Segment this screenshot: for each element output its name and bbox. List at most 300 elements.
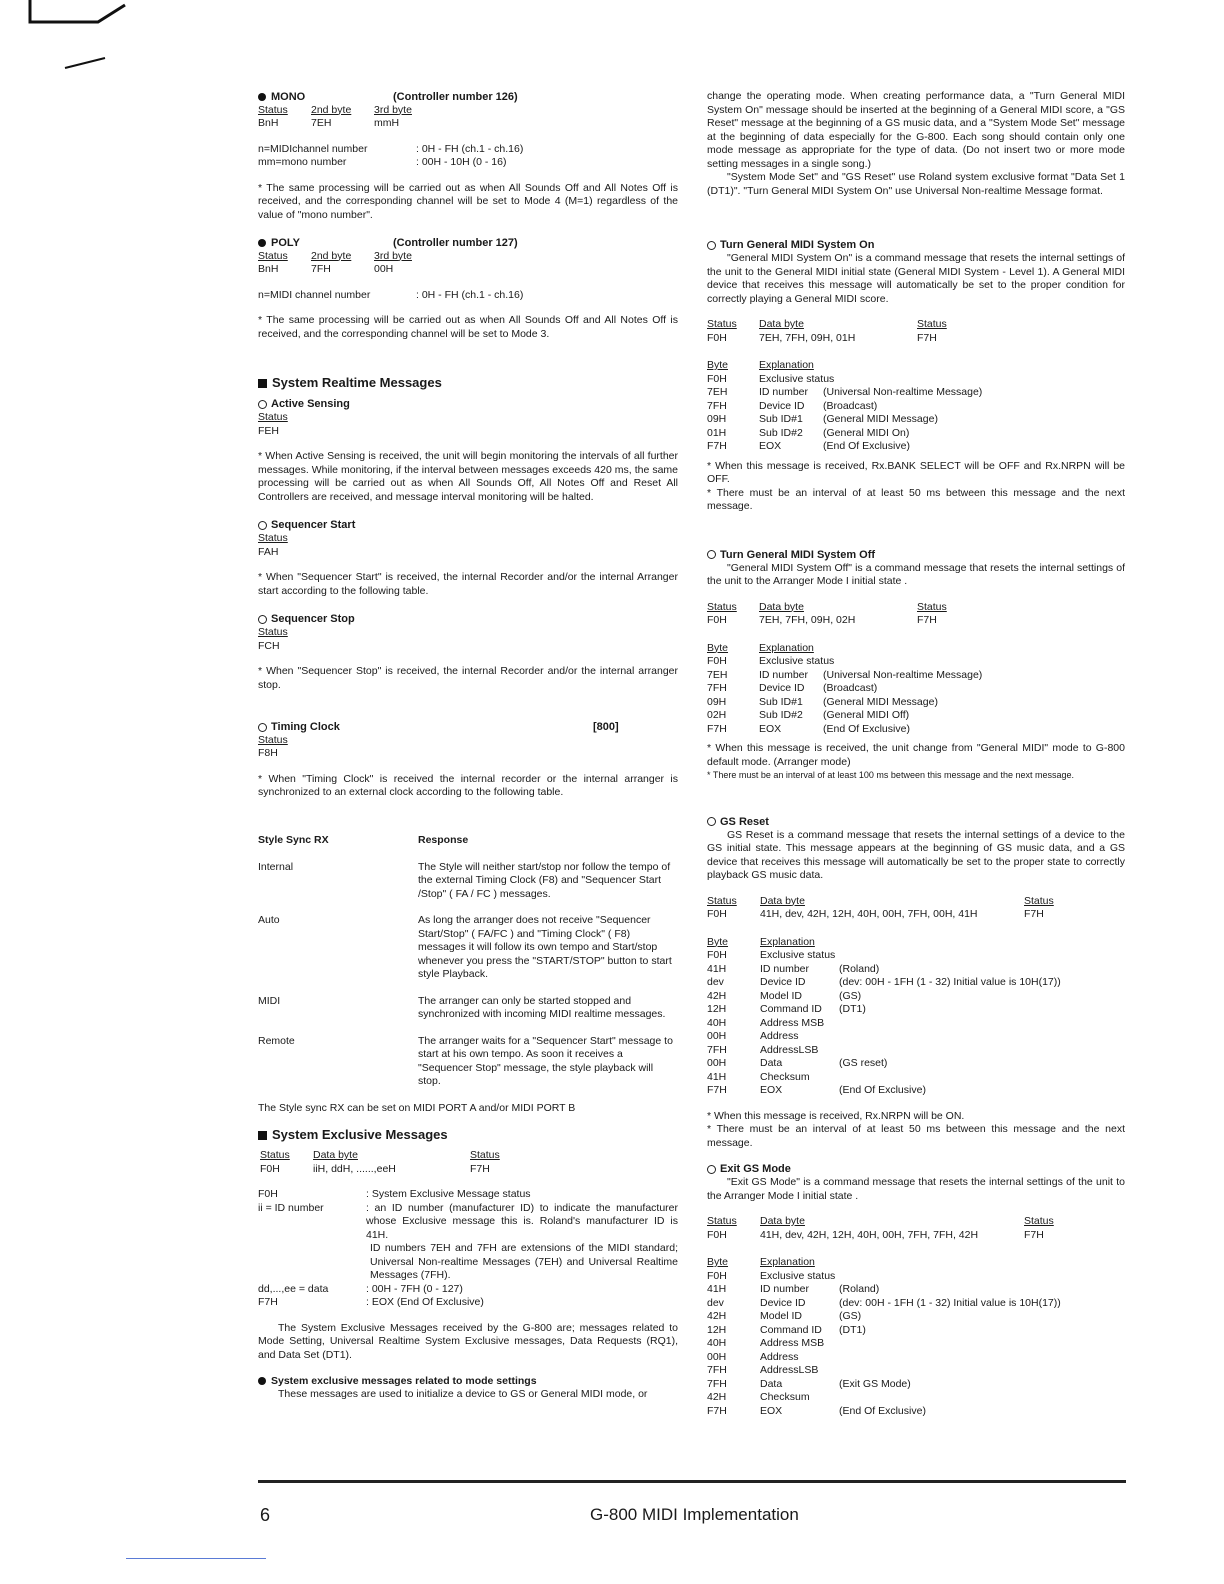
def-row: [258, 1188, 678, 1202]
byte-header: Byte: [707, 641, 729, 654]
bullet-icon: [258, 1377, 266, 1385]
gs-reset-note-2: * There must be an interval of at least 50 ms between this message and the next message.: [707, 1123, 1125, 1149]
byte-cell: F0H: [707, 1269, 727, 1282]
explanation-header: Explanation: [759, 641, 814, 654]
exit-gs-values-row: [707, 1229, 1125, 1243]
note-cell: (General MIDI Message): [823, 413, 938, 425]
bottom-underline-mark: [126, 1558, 266, 1559]
explanation-cell: Device ID: [759, 399, 805, 412]
explanation-header: Explanation: [759, 359, 814, 371]
seq-stop-title: Sequencer Stop: [271, 613, 355, 625]
sync-mode: Remote: [258, 1034, 295, 1047]
table-row: [707, 373, 1125, 387]
gm-on-heading: [707, 238, 1125, 252]
mono-header-row: [258, 104, 678, 118]
table-row: [707, 1003, 1125, 1017]
gs-reset-status-value: F0H: [707, 908, 727, 920]
gm-off-explanation-table: [707, 655, 1125, 736]
mono-3rd-value: mmH: [374, 117, 400, 129]
gm-off-exp-header: [707, 642, 1125, 656]
active-sensing-status: FEH: [258, 424, 279, 437]
timing-clock-note: * When "Timing Clock" is received the internal recorder or the internal arranger is synchronized to an external clock according to the following table.: [258, 772, 678, 798]
def-value: ID numbers 7EH and 7FH are extensions of the MIDI standard; Universal Non-realtime Messages (7EH) and Universal Realtime Messages (7FH).: [370, 1242, 678, 1281]
byte-cell: 42H: [707, 989, 727, 1002]
def-value: : 0H - FH (ch.1 - ch.16): [416, 288, 524, 301]
byte-cell: 12H: [707, 1003, 727, 1015]
exit-gs-end-value: F7H: [1024, 1228, 1044, 1241]
table-row: [707, 440, 1125, 454]
byte-cell: 40H: [707, 1337, 727, 1349]
byte-cell: 00H: [707, 1030, 727, 1042]
explanation-cell: Sub ID#1: [759, 695, 803, 708]
table-row: [707, 1044, 1125, 1058]
explanation-cell: EOX: [760, 1084, 783, 1096]
circle-bullet-icon: [258, 521, 267, 530]
gm-on-title: Turn General MIDI System On: [720, 239, 875, 251]
gm-off-title: Turn General MIDI System Off: [720, 548, 876, 561]
gm-on-note-2: * There must be an interval of at least 50 ms between this message and the next message.: [707, 486, 1125, 512]
gm-on-data-value: 7EH, 7FH, 09H, 01H: [759, 331, 856, 344]
byte-cell: 00H: [707, 1057, 727, 1069]
explanation-cell: Exclusive status: [759, 372, 835, 385]
byte-cell: 7FH: [707, 1377, 727, 1390]
byte-cell: 02H: [707, 709, 727, 721]
table-row: [707, 400, 1125, 414]
note-cell: (Universal Non-realtime Message): [823, 668, 983, 681]
timing-clock-title: Timing Clock: [271, 721, 340, 733]
bullet-icon: [258, 239, 266, 247]
table-row: [707, 1283, 1125, 1297]
gm-off-end-value: F7H: [917, 614, 937, 626]
sync-mode: MIDI: [258, 994, 281, 1007]
intro-paragraph: change the operating mode. When creating performance data, a "Turn General MIDI System On" message should be inserted at the beginning of a General MIDI score, a "GS Reset" message at the beginning of a GS music data, and a "System Mode Set" message at the beginning of data especially for the G-800. Each song should contain only one mode message as appropriate for the type of data. (Do not insert two or more mode setting messages in a single song.): [707, 90, 1125, 170]
third-byte-header: 3rd byte: [374, 249, 412, 262]
left-column: [258, 90, 678, 1402]
timing-clock-status: F8H: [258, 747, 278, 759]
def-row: [258, 1283, 678, 1297]
circle-bullet-icon: [707, 241, 716, 250]
poly-2nd-value: 7FH: [311, 263, 331, 275]
gs-reset-exp-header: [707, 936, 1125, 950]
table-row: [707, 655, 1125, 669]
byte-cell: dev: [707, 1296, 724, 1309]
def-row: [258, 1296, 678, 1310]
def-value: : an ID number (manufacturer ID) to indicate the manufacturer whose Exclusive message this is. Roland's manufacturer ID is 41H.: [366, 1201, 678, 1241]
gm-on-values-row: [707, 332, 1125, 346]
byte-cell: 41H: [707, 1070, 727, 1083]
explanation-header: Explanation: [760, 935, 815, 948]
intro-paragraph-2: "System Mode Set" and "GS Reset" use Roland system exclusive format "Data Set 1 (DT1)". "Turn General MIDI System On" use Universal Non-realtime Message format.: [707, 171, 1125, 197]
status-header: Status: [1024, 894, 1054, 907]
byte-cell: 00H: [707, 1350, 727, 1363]
table-row: [707, 1324, 1125, 1338]
explanation-cell: Data: [760, 1057, 783, 1069]
table-row: [707, 1405, 1125, 1419]
table-row: [258, 914, 678, 982]
gm-on-exp-header: [707, 359, 1125, 373]
explanation-cell: Model ID: [760, 989, 803, 1002]
table-row: [707, 1057, 1125, 1071]
table-row: [707, 1270, 1125, 1284]
explanation-cell: Address MSB: [760, 1337, 825, 1349]
sync-table-header: [258, 834, 678, 848]
gs-reset-title: GS Reset: [720, 815, 769, 828]
note-cell: (Exit GS Mode): [839, 1377, 911, 1390]
explanation-cell: Exclusive status: [760, 1269, 836, 1282]
table-row: [707, 1084, 1125, 1098]
table-row: [707, 949, 1125, 963]
table-row: [707, 1310, 1125, 1324]
def-value: : 00H - 7FH (0 - 127): [366, 1282, 463, 1295]
explanation-cell: ID number: [760, 962, 810, 975]
gm-off-header-row: [707, 601, 1125, 615]
explanation-cell: ID number: [759, 668, 809, 681]
byte-cell: F7H: [707, 722, 727, 735]
active-sensing-note: * When Active Sensing is received, the unit will begin monitoring the intervals of all further messages. While monitoring, if the interval between messages exceeds 420 ms, the same processing will be carried out as when All Sounds Off, All Notes Off and Reset All Controllers are received, and message interval monitoring will be halted.: [258, 450, 678, 503]
explanation-cell: Address: [760, 1350, 799, 1363]
gm-on-header-row: [707, 318, 1125, 332]
poly-controller: (Controller number 127): [393, 237, 518, 249]
def-term: n=MIDIchannel number: [258, 142, 368, 155]
table-row: [707, 413, 1125, 427]
data-byte-header: Data byte: [313, 1149, 358, 1161]
explanation-cell: EOX: [759, 722, 782, 735]
gm-on-explanation-table: [707, 373, 1125, 454]
mono-2nd-value: 7EH: [311, 117, 332, 129]
byte-cell: 42H: [707, 1391, 727, 1403]
def-value: : 00H - 10H (0 - 16): [416, 156, 507, 168]
table-row: [707, 1337, 1125, 1351]
note-cell: (GS): [839, 1310, 862, 1322]
note-cell: (End Of Exclusive): [823, 722, 910, 735]
note-cell: (General MIDI Off): [823, 709, 910, 721]
seq-stop-note: * When "Sequencer Stop" is received, the internal Recorder and/or the internal arranger stop.: [258, 665, 678, 691]
gs-reset-data-value: 41H, dev, 42H, 12H, 40H, 00H, 7FH, 00H, 41H: [760, 908, 978, 920]
byte-cell: dev: [707, 976, 724, 988]
explanation-cell: AddressLSB: [760, 1043, 819, 1056]
sync-mode: Auto: [258, 914, 280, 926]
exit-gs-data-value: 41H, dev, 42H, 12H, 40H, 00H, 7FH, 7FH, 42H: [760, 1228, 979, 1241]
note-cell: (General MIDI On): [823, 426, 910, 439]
circle-bullet-icon: [258, 723, 267, 732]
mode-settings-title: System exclusive messages related to mode settings: [271, 1375, 537, 1387]
gs-reset-heading: [707, 815, 1125, 829]
note-cell: (GS reset): [839, 1057, 888, 1069]
table-row: [707, 976, 1125, 990]
note-cell: (Roland): [839, 1283, 880, 1295]
table-row: [707, 1364, 1125, 1378]
mode-settings-text: These messages are used to initialize a device to GS or General MIDI mode, or: [278, 1388, 648, 1400]
sync-response: The arranger can only be started stopped and synchronized with incoming MIDI realtime messages.: [418, 994, 666, 1020]
mode-settings-heading: [258, 1374, 678, 1388]
second-byte-header: 2nd byte: [311, 103, 352, 116]
timing-clock-tag: [800]: [593, 721, 619, 733]
byte-cell: 41H: [707, 962, 727, 975]
table-row: [707, 669, 1125, 683]
explanation-cell: AddressLSB: [760, 1364, 819, 1376]
data-byte-header: Data byte: [760, 1215, 805, 1227]
exit-gs-explanation-table: [707, 1270, 1125, 1419]
status-header: Status: [707, 1215, 737, 1227]
def-term: ii = ID number: [258, 1201, 324, 1214]
explanation-cell: Device ID: [760, 1296, 806, 1309]
data-byte-header: Data byte: [760, 894, 805, 907]
active-sensing-heading: [258, 397, 678, 411]
status-header: Status: [258, 411, 288, 423]
note-cell: (Broadcast): [823, 399, 878, 412]
exclusive-heading-text: System Exclusive Messages: [272, 1127, 448, 1142]
explanation-cell: EOX: [759, 440, 782, 452]
explanation-cell: Command ID: [760, 1003, 822, 1015]
note-cell: (End Of Exclusive): [823, 440, 910, 452]
byte-cell: 7FH: [707, 682, 727, 694]
status-header: Status: [470, 1149, 500, 1161]
mono-def-row: [258, 156, 678, 170]
explanation-cell: Address MSB: [760, 1016, 825, 1029]
exit-gs-title: Exit GS Mode: [720, 1163, 791, 1175]
explanation-header: Explanation: [760, 1256, 815, 1268]
gs-reset-explanation-table: [707, 949, 1125, 1098]
status-header: Status: [917, 318, 947, 330]
status-header: Status: [707, 318, 737, 330]
exit-gs-status-value: F0H: [707, 1228, 727, 1241]
table-row: [707, 1297, 1125, 1311]
table-row: [707, 682, 1125, 696]
exclusive-paragraph: The System Exclusive Messages received by the G-800 are; messages related to Mode Setting, Universal Realtime System Exclusive messages, Data Requests (RQ1), and Data Set (DT1).: [258, 1321, 678, 1361]
gs-reset-header-row: [707, 895, 1125, 909]
mono-heading: MONO: [271, 91, 306, 103]
sync-response: As long the arranger does not receive "Sequencer Start/Stop" ( FA/FC ) and "Timing Clock" ( F8) messages it will follow its own tempo and Start/stop whenever you press the "START/STOP" button to start style Playback.: [418, 914, 672, 980]
circle-bullet-icon: [707, 550, 716, 559]
exclusive-data-value: iiH, ddH, ......,eeH: [313, 1162, 396, 1175]
status-header: Status: [258, 249, 288, 262]
sync-mode: Internal: [258, 860, 294, 873]
exclusive-end-value: F7H: [470, 1162, 490, 1175]
circle-bullet-icon: [707, 817, 716, 826]
explanation-cell: Data: [760, 1377, 783, 1390]
explanation-cell: Exclusive status: [759, 655, 835, 667]
seq-start-note: * When "Sequencer Start" is received, the internal Recorder and/or the internal Arranger start according to the following table.: [258, 571, 678, 597]
byte-cell: 7FH: [707, 1043, 727, 1056]
sync-response: The arranger waits for a "Sequencer Start" message to start at his own tempo. As soon it receives a "Sequencer Stop" message, the style playback will stop.: [418, 1034, 673, 1087]
mono-note: * The same processing will be carried out as when All Sounds Off and All Notes Off is received, and the corresponding channel will be set to Mode 4 (M=1) regardless of the value of "mono number".: [258, 181, 678, 221]
note-cell: (End Of Exclusive): [839, 1404, 926, 1417]
byte-header: Byte: [707, 359, 729, 371]
mono-controller: (Controller number 126): [393, 91, 518, 103]
gm-off-heading: [707, 548, 1125, 562]
byte-cell: 09H: [707, 413, 727, 425]
table-row: [707, 1391, 1125, 1405]
byte-cell: 01H: [707, 426, 727, 439]
square-bullet-icon: [258, 1131, 267, 1140]
seq-start-title: Sequencer Start: [271, 519, 356, 531]
status-header: Status: [260, 1149, 290, 1161]
sync-footnote: The Style sync RX can be set on MIDI PORT A and/or MIDI PORT B: [258, 1101, 576, 1114]
exclusive-heading: [258, 1127, 678, 1143]
right-column: [707, 90, 1125, 1418]
byte-cell: 7EH: [707, 386, 728, 398]
note-cell: (Universal Non-realtime Message): [823, 386, 983, 398]
byte-cell: 41H: [707, 1283, 727, 1295]
gm-off-note-2: * There must be an interval of at least 100 ms between this message and the next message.: [707, 770, 1075, 780]
byte-cell: 09H: [707, 695, 727, 708]
table-row: [258, 995, 678, 1022]
note-cell: (dev: 00H - 1FH (1 - 32) Initial value is 10H(17)): [839, 976, 1061, 988]
byte-cell: 12H: [707, 1323, 727, 1336]
mono-values-row: [258, 117, 678, 131]
realtime-heading-text: System Realtime Messages: [272, 375, 442, 390]
byte-cell: F0H: [707, 372, 727, 385]
status-header: Status: [917, 600, 947, 613]
def-term: F0H: [258, 1188, 278, 1200]
gm-on-note-1: * When this message is received, Rx.BANK SELECT will be OFF and Rx.NRPN will be OFF.: [707, 459, 1125, 485]
gs-reset-values-row: [707, 908, 1125, 922]
timing-clock-heading: [258, 720, 678, 734]
footer-title: G-800 MIDI Implementation: [590, 1505, 799, 1524]
circle-bullet-icon: [258, 615, 267, 624]
bullet-icon: [258, 93, 266, 101]
poly-heading: POLY: [271, 237, 300, 249]
def-value: : 0H - FH (ch.1 - ch.16): [416, 142, 524, 155]
exclusive-values-row: [258, 1163, 678, 1177]
seq-start-status: FAH: [258, 545, 279, 558]
sync-response: The Style will neither start/stop nor follow the tempo of the external Timing Clock (F8) and "Sequencer Start /Stop" ( FA / FC ) messages.: [418, 860, 671, 900]
note-cell: (DT1): [839, 1323, 866, 1336]
explanation-cell: Command ID: [760, 1323, 822, 1336]
status-header: Status: [707, 894, 737, 907]
seq-start-heading: [258, 518, 678, 532]
byte-cell: F7H: [707, 1404, 727, 1417]
note-cell: (End Of Exclusive): [839, 1084, 926, 1096]
circle-bullet-icon: [707, 1165, 716, 1174]
exclusive-header-row: [258, 1149, 678, 1163]
explanation-cell: Sub ID#1: [759, 413, 803, 425]
explanation-cell: Model ID: [760, 1310, 803, 1322]
table-row: [707, 709, 1125, 723]
seq-stop-heading: [258, 612, 678, 626]
byte-header: Byte: [707, 1256, 729, 1268]
gs-reset-end-value: F7H: [1024, 908, 1044, 920]
table-row: [707, 990, 1125, 1004]
status-header: Status: [258, 733, 288, 746]
seq-stop-status: FCH: [258, 639, 280, 652]
byte-cell: F7H: [707, 1084, 727, 1096]
explanation-cell: Sub ID#2: [759, 709, 803, 721]
table-row: [707, 723, 1125, 737]
note-cell: (dev: 00H - 1FH (1 - 32) Initial value is 10H(17)): [839, 1296, 1061, 1309]
exit-gs-exp-header: [707, 1256, 1125, 1270]
table-row: [258, 861, 678, 902]
explanation-cell: ID number: [760, 1283, 810, 1295]
explanation-cell: Sub ID#2: [759, 426, 803, 439]
status-header: Status: [258, 532, 288, 544]
note-cell: (Broadcast): [823, 682, 878, 694]
explanation-cell: Checksum: [760, 1070, 810, 1083]
byte-cell: 7FH: [707, 399, 727, 412]
explanation-cell: ID number: [759, 386, 809, 398]
note-cell: (Roland): [839, 962, 880, 975]
byte-cell: 7EH: [707, 668, 728, 681]
poly-header-row: [258, 250, 678, 264]
table-row: [707, 386, 1125, 400]
poly-values-row: [258, 263, 678, 277]
sync-col-mode: Style Sync RX: [258, 833, 329, 846]
realtime-heading: [258, 375, 678, 391]
page-number: 6: [260, 1505, 271, 1525]
def-value: : System Exclusive Message status: [366, 1188, 531, 1200]
def-term: dd,...,ee = data: [258, 1282, 329, 1295]
note-cell: (DT1): [839, 1003, 866, 1015]
def-term: mm=mono number: [258, 156, 347, 168]
byte-cell: F7H: [707, 440, 727, 452]
data-byte-header: Data byte: [759, 318, 804, 330]
explanation-cell: Device ID: [759, 682, 805, 694]
table-row: [707, 1351, 1125, 1365]
status-header: Status: [1024, 1215, 1054, 1227]
byte-header: Byte: [707, 935, 729, 948]
third-byte-header: 3rd byte: [374, 103, 412, 116]
gm-on-desc: "General MIDI System On" is a command message that resets the internal settings of the unit to the General MIDI initial state (General MIDI System - Level 1). A General MIDI device that receives this message will automatically be set to the proper condition for correctly playing a General MIDI score.: [707, 252, 1125, 305]
def-row: [258, 1202, 678, 1243]
def-term: n=MIDI channel number: [258, 288, 371, 301]
byte-cell: F0H: [707, 949, 727, 961]
explanation-cell: Checksum: [760, 1391, 810, 1403]
byte-cell: F0H: [707, 655, 727, 667]
poly-def-row: [258, 289, 678, 303]
exit-gs-header-row: [707, 1215, 1125, 1229]
status-header: Status: [258, 626, 288, 638]
table-row: [707, 1071, 1125, 1085]
gm-off-values-row: [707, 614, 1125, 628]
square-bullet-icon: [258, 379, 267, 388]
data-byte-header: Data byte: [759, 600, 804, 613]
table-row: [707, 696, 1125, 710]
exit-gs-desc: "Exit GS Mode" is a command message that resets the internal settings of the unit to the Arranger Mode I initial state .: [707, 1176, 1125, 1202]
status-header: Status: [707, 600, 737, 613]
gs-reset-note-1: * When this message is received, Rx.NRPN will be ON.: [707, 1109, 965, 1122]
gm-on-end-value: F7H: [917, 331, 937, 344]
byte-cell: 40H: [707, 1016, 727, 1029]
gm-off-desc: "General MIDI System Off" is a command message that resets the internal settings of the unit to the Arranger Mode I initial state .: [707, 561, 1125, 587]
explanation-cell: EOX: [760, 1404, 783, 1417]
note-cell: (General MIDI Message): [823, 695, 938, 708]
byte-cell: 42H: [707, 1310, 727, 1322]
exclusive-status-value: F0H: [260, 1162, 280, 1175]
def-row: [258, 1242, 678, 1283]
circle-bullet-icon: [258, 400, 267, 409]
byte-cell: 7FH: [707, 1364, 727, 1376]
table-row: [258, 1035, 678, 1089]
gm-off-data-value: 7EH, 7FH, 09H, 02H: [759, 614, 856, 626]
explanation-cell: Exclusive status: [760, 949, 836, 961]
gs-reset-desc: GS Reset is a command message that resets the internal settings of a device to the GS initial state. This message appears at the beginning of GS music data, and a GS device that receives this message will automatically be set to the proper state to correctly playback GS music data.: [707, 828, 1125, 881]
gm-off-status-value: F0H: [707, 614, 727, 626]
explanation-cell: Address: [760, 1030, 799, 1042]
def-value: : EOX (End Of Exclusive): [366, 1296, 484, 1308]
table-row: [707, 427, 1125, 441]
def-term: F7H: [258, 1296, 278, 1308]
mono-status-value: BnH: [258, 117, 279, 129]
poly-heading-row: [258, 236, 678, 250]
gm-on-status-value: F0H: [707, 331, 727, 344]
poly-note: * The same processing will be carried out as when All Sounds Off and All Notes Off is received, and the corresponding channel will be set to Mode 3.: [258, 314, 678, 340]
table-row: [707, 963, 1125, 977]
table-row: [707, 1378, 1125, 1392]
note-cell: (GS): [839, 989, 862, 1002]
exit-gs-heading: [707, 1162, 1125, 1176]
gm-off-note-1: * When this message is received, the unit change from "General MIDI" mode to G-800 default mode. (Arranger mode): [707, 742, 1125, 768]
status-header: Status: [258, 103, 288, 116]
